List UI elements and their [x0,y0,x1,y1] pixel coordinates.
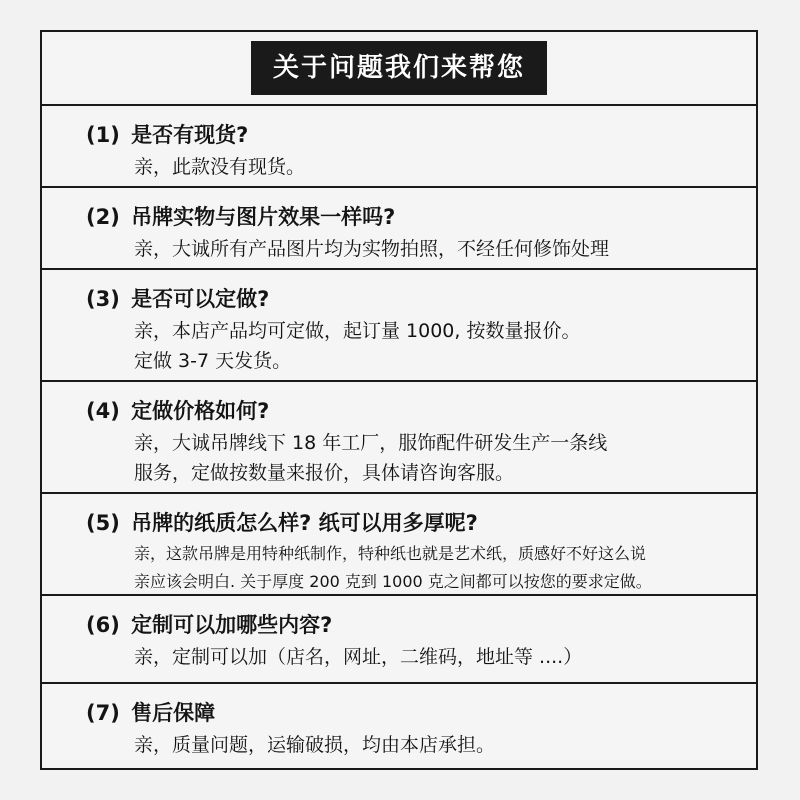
question-number: (7) [86,701,120,725]
faq-item-6 [42,596,756,684]
question-number: (3) [86,287,120,311]
faq-item-4 [42,382,756,494]
answer-text: 定做 3-7 天发货。 [134,350,292,372]
header [42,32,756,106]
question-number: (2) [86,205,120,229]
question-text: 吊牌的纸质怎么样? 纸可以用多厚呢? [131,511,478,535]
question-text: 是否有现货? [131,123,249,147]
answer-text: 服务，定做按数量来报价，具体请咨询客服。 [134,462,515,484]
answer-text: 亲，此款没有现货。 [134,156,306,178]
question-number: (6) [86,613,120,637]
faq-panel [40,30,758,770]
question-text: 定制可以加哪些内容? [131,613,333,637]
answer-text: 亲，这款吊牌是用特种纸制作，特种纸也就是艺术纸，质感好不好这么说 [134,544,647,563]
question-text: 是否可以定做? [131,287,270,311]
question-text: 定做价格如何? [131,399,270,423]
faq-item-2 [42,188,756,270]
question-number: (5) [86,511,120,535]
answer-text: 亲，大诚吊牌线下 18 年工厂，服饰配件研发生产一条线 [134,432,608,454]
answer-text: 亲，本店产品均可定做，起订量 1000, 按数量报价。 [134,320,581,342]
answer-text: 亲，大诚所有产品图片均为实物拍照，不经任何修饰处理 [134,238,610,260]
question-number: (4) [86,399,120,423]
question-text: 吊牌实物与图片效果一样吗? [131,205,396,229]
answer-text: 亲应该会明白. 关于厚度 200 克到 1000 克之间都可以按您的要求定做。 [134,572,652,591]
page-title: 关于问题我们来帮您 [251,41,547,95]
question-number: (1) [86,123,120,147]
faq-item-5 [42,494,756,596]
faq-item-7 [42,684,756,768]
faq-item-1 [42,106,756,188]
answer-text: 亲，质量问题，运输破损，均由本店承担。 [134,734,496,756]
faq-item-3 [42,270,756,382]
answer-text: 亲，定制可以加（店名，网址，二维码，地址等 ....） [134,646,583,668]
question-text: 售后保障 [131,701,216,725]
